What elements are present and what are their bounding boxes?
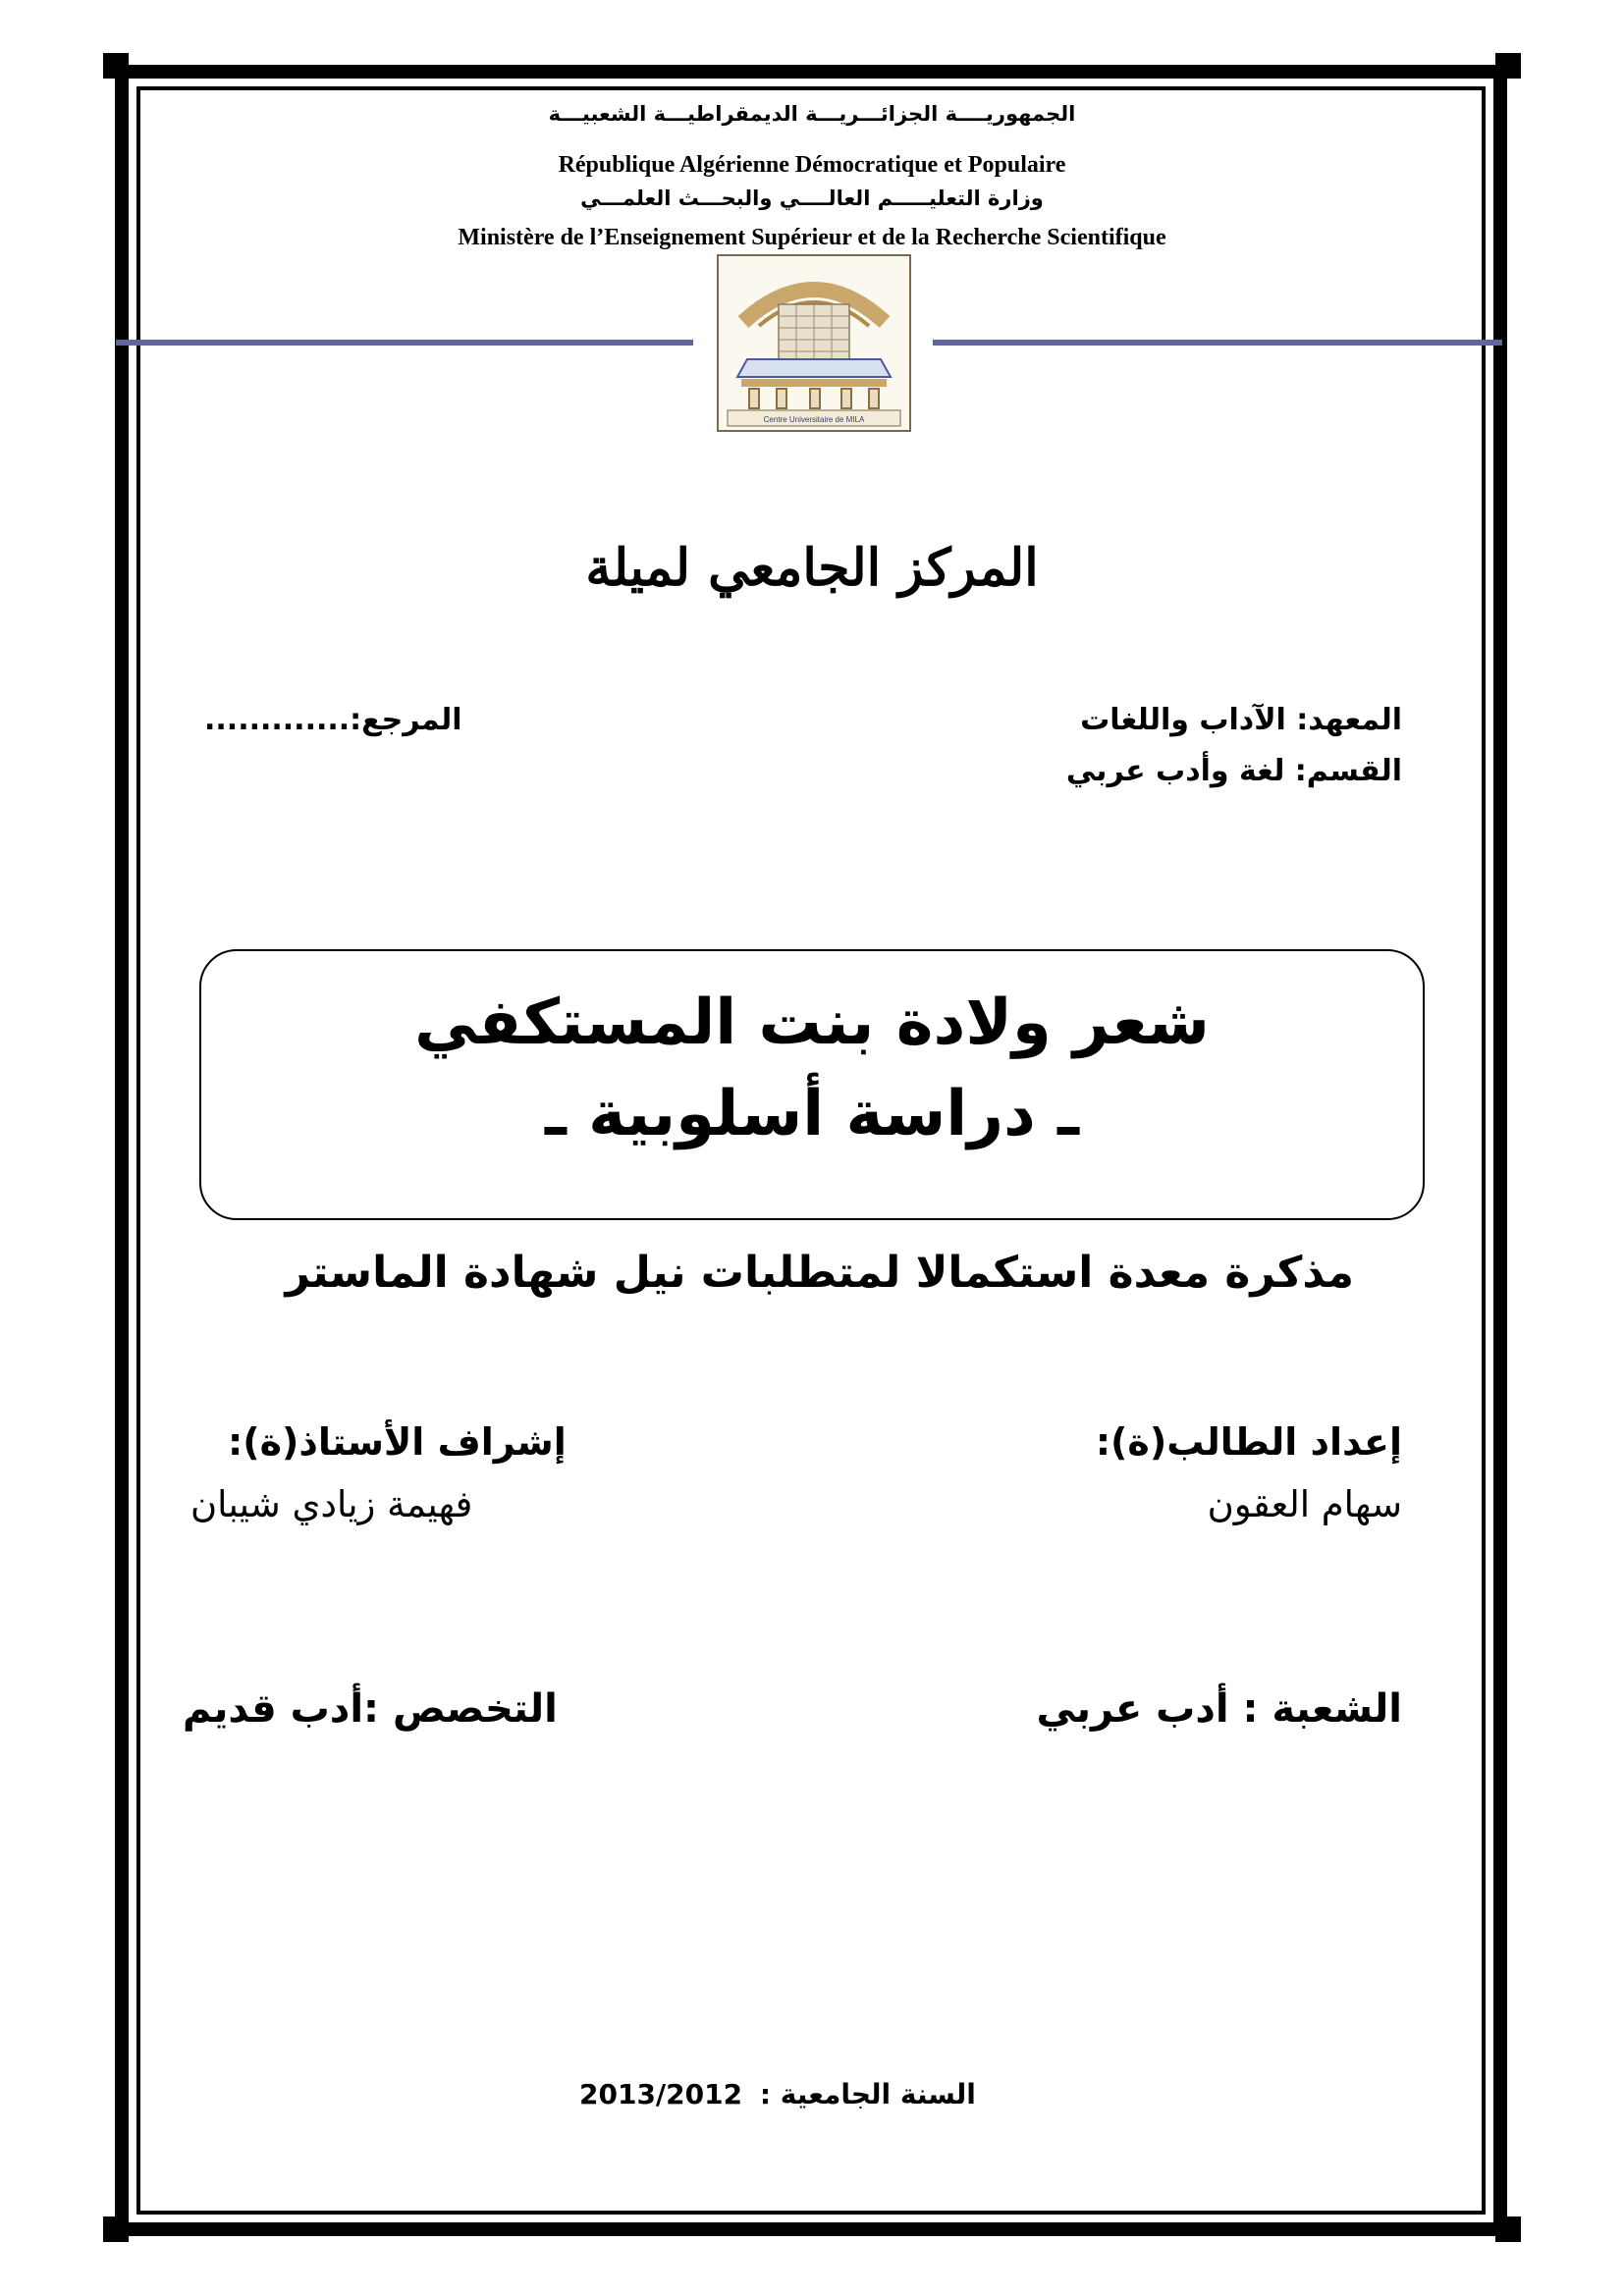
institute-label: المعهد: الآداب واللغات	[1080, 703, 1402, 737]
academic-year-label: السنة الجامعية :	[759, 2078, 976, 2110]
department-label: القسم: لغة وأدب عربي	[1065, 754, 1402, 788]
frame-corner-top-right	[1495, 53, 1521, 79]
student-name: سهام العقون	[1207, 1483, 1402, 1525]
institution-title: المركز الجامعي لميلة	[585, 538, 1039, 598]
frame-corner-top-left	[103, 53, 129, 79]
student-label: إعداد الطالب(ة):	[1095, 1420, 1402, 1464]
specialty-label: التخصص :أدب قديم	[183, 1686, 558, 1732]
reference-label: المرجع:.............	[204, 703, 462, 737]
republic-french: République Algérienne Démocratique et Populaire	[558, 152, 1066, 178]
frame-corner-bottom-right	[1495, 2216, 1521, 2242]
header-rule-left	[116, 340, 693, 346]
supervisor-label: إشراف الأستاذ(ة):	[228, 1420, 567, 1464]
thesis-subtitle: ـ دراسة أسلوبية ـ	[544, 1078, 1080, 1150]
memo-statement: مذكرة معدة استكمالا لمتطلبات نيل شهادة الماستر	[285, 1248, 1354, 1298]
supervisor-name: فهيمة زيادي شيبان	[190, 1483, 473, 1525]
logo-caption: Centre Universitaire de MILA	[763, 415, 865, 424]
header-rule-right	[933, 340, 1502, 346]
republic-arabic: الجمهوريــــة الجزائـــريـــة الديمقراطيـــة الشعبيـــة	[548, 102, 1076, 126]
academic-year-value: 2013/2012	[579, 2078, 743, 2110]
academic-year	[579, 2078, 976, 2110]
thesis-title: شعر ولادة بنت المستكفي	[414, 987, 1210, 1059]
frame-corner-bottom-left	[103, 2216, 129, 2242]
ministry-arabic: وزارة التعليـــــم العالــــي والبحـــث العلمـــي	[580, 187, 1044, 210]
university-logo	[716, 253, 912, 433]
ministry-french: Ministère de l’Enseignement Supérieur et de la Recherche Scientifique	[458, 225, 1166, 250]
branch-label: الشعبة : أدب عربي	[1036, 1686, 1402, 1732]
